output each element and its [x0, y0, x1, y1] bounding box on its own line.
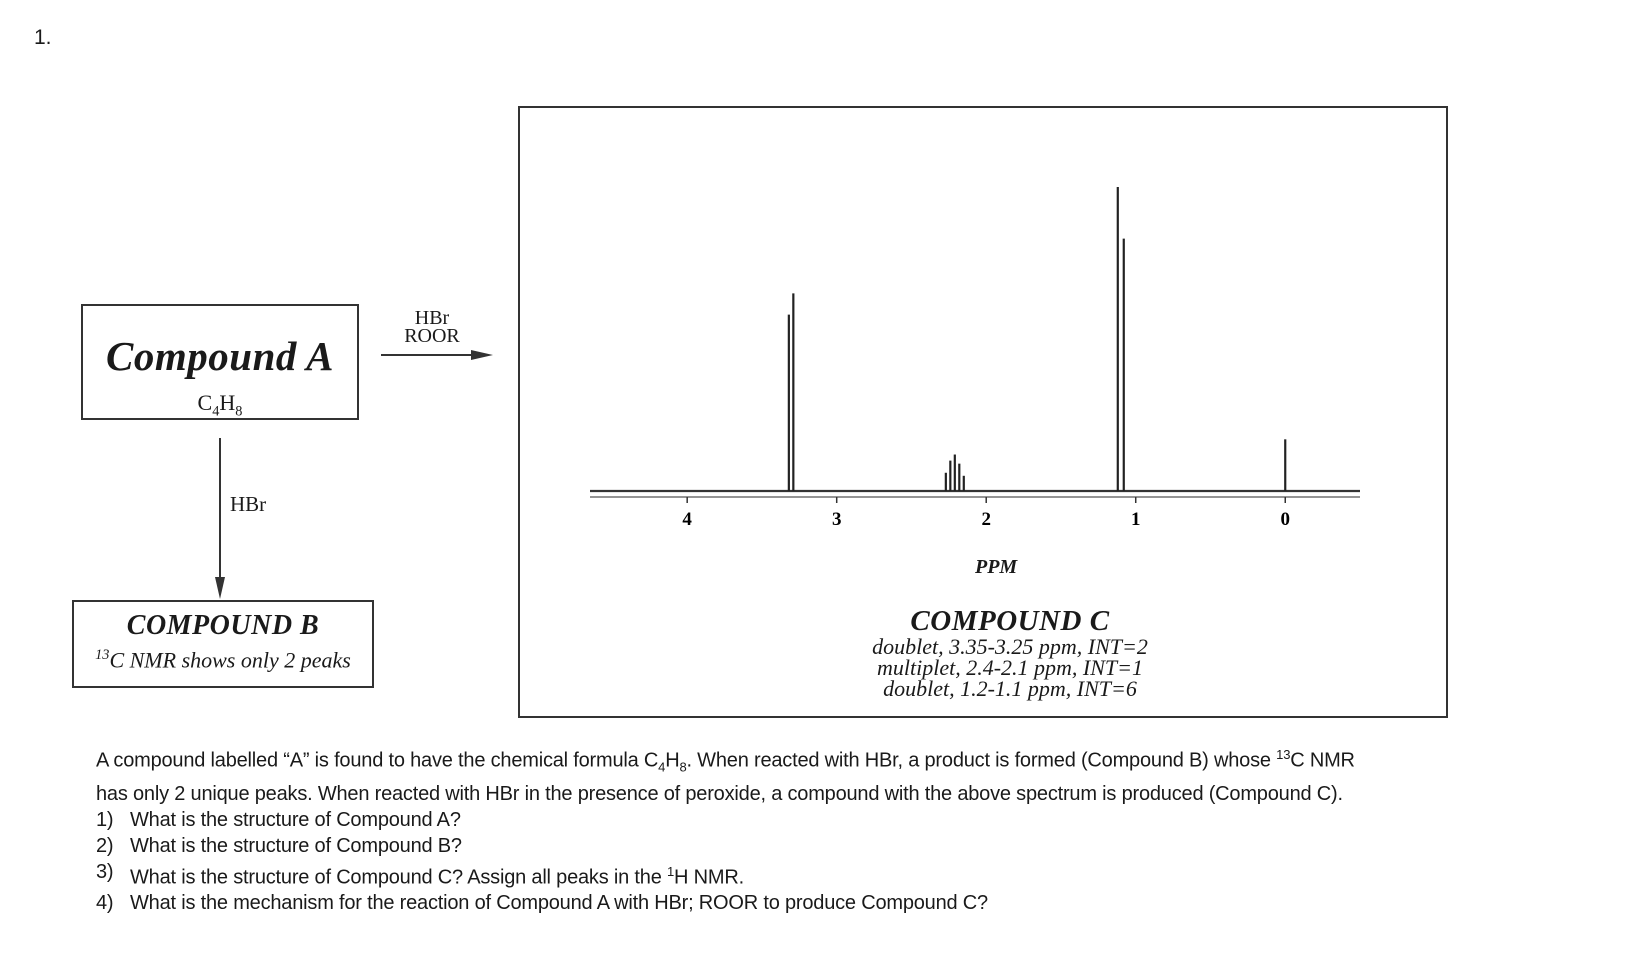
axis-tick-label-2: 2	[981, 509, 991, 530]
down-arrow	[208, 432, 232, 602]
question-text	[96, 742, 1376, 916]
question-list	[96, 807, 1376, 917]
question-item-1: 1) What is the structure of Compound A?	[96, 808, 461, 831]
reagent-roor: ROOR	[404, 325, 460, 347]
axis-tick-label-4: 4	[682, 509, 692, 530]
compound-b-title: COMPOUND B	[126, 610, 320, 641]
question-item-4: 4) What is the mechanism for the reaction of Compound A with HBr; ROOR to produce Compound C?	[96, 892, 988, 915]
reagent-down-label: HBr	[230, 492, 267, 516]
compound-b-box	[72, 600, 374, 688]
question-item-2: 2) What is the structure of Compound B?	[96, 834, 462, 857]
reagent-right-label	[396, 309, 468, 345]
axis-tick-label-3: 3	[831, 509, 842, 530]
compound-c-line-1: doublet, 3.35-3.25 ppm, INT=2	[872, 634, 1148, 659]
compound-a-box	[81, 304, 359, 420]
axis-label-ppm: PPM	[975, 556, 1018, 578]
compound-c-line-2: multiplet, 2.4-2.1 ppm, INT=1	[876, 655, 1143, 680]
question-item-3: 3) What is the structure of Compound C? Assign all peaks in the $^1$H NMR.	[96, 860, 744, 889]
compound-b-note: $^{13}$C NMR shows only 2 peaks	[95, 647, 351, 673]
axis-tick-label-1: 1	[1130, 509, 1141, 530]
compound-c-block	[840, 606, 1180, 699]
question-number: 1.	[34, 26, 52, 49]
right-arrow	[375, 345, 495, 365]
axis-tick-label-0: 0	[1280, 509, 1290, 530]
compound-c-title: COMPOUND C	[910, 605, 1110, 637]
compound-a-title: Compound A	[106, 333, 334, 379]
question-intro: A compound labelled “A” is found to have the chemical formula $C_4H_8$. When reacted with HBr, a product is formed (Compound B) whose $^{13}$C NMR has only 2 unique peaks. When reacted with HBr in the presence of peroxide, a compound with the above spectrum is produced (Compound C).	[96, 747, 1355, 805]
compound-c-line-3: doublet, 1.2-1.1 ppm, INT=6	[883, 676, 1137, 701]
reagent-hbr: HBr	[414, 307, 450, 329]
compound-a-formula: $C_4H_8$	[197, 390, 243, 420]
